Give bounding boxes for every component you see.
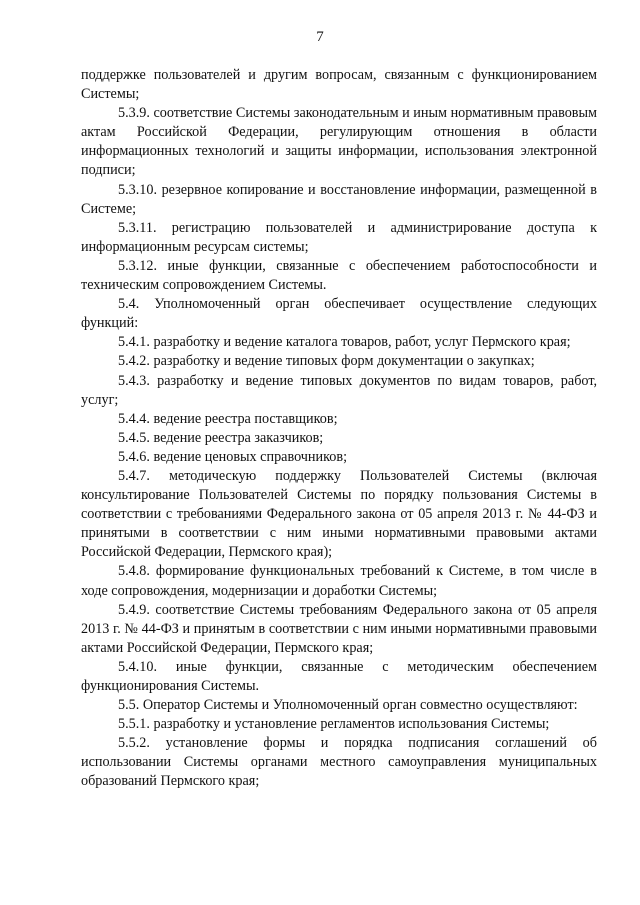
paragraph-5-5-1: 5.5.1. разработку и установление регламентов использования Системы; [118,716,550,733]
paragraph-5-4-4: 5.4.4. ведение реестра поставщиков; [118,410,338,427]
paragraph-5-4-5: 5.4.5. ведение реестра заказчиков; [118,429,324,446]
paragraph-5-5: 5.5. Оператор Системы и Уполномоченный орган совместно осуществляют: [118,697,578,714]
document-body [81,66,597,792]
paragraph-5-4-10: 5.4.10. иные функции, связанные с методическим обеспечением функционирования Системы. [81,658,597,694]
paragraph-5-3-12: 5.3.12. иные функции, связанные с обеспечением работоспособности и техническим сопровождением Системы. [81,257,597,294]
paragraph-5-3-10: 5.3.10. резервное копирование и восстановление информации, размещенной в Системе; [81,181,597,217]
paragraph-5-4-7: 5.4.7. методическую поддержку Пользователей Системы (включая консультирование Пользователей Системы по порядку пользования Системы в соответствии с требованиями Федерального закона от 05 апреля 2013 г. № 44-ФЗ и принятыми в соответствии с ним иными нормативными правовыми актами Российской Федерации, Пермского края); [81,467,597,561]
paragraph-5-3-11: 5.3.11. регистрацию пользователей и администрирование доступа к информационным ресурсам системы; [81,219,597,255]
paragraph-5-4-8: 5.4.8. формирование функциональных требований к Системе, в том числе в ходе сопровождения, модернизации и доработки Системы; [81,563,597,599]
paragraph-5-4-3: 5.4.3. разработку и ведение типовых документов по видам товаров, работ, услуг; [81,372,597,408]
paragraph-5-5-2: 5.5.2. установление формы и порядка подписания соглашений об использовании Системы органами местного самоуправления муниципальных образований Пермского края; [81,735,597,790]
paragraph-5-3-9: 5.3.9. соответствие Системы законодательным и иным нормативным правовым актам Российской Федерации, регулирующим отношения в области информационных технологий и защиты информации, использования электронной подписи; [81,105,597,179]
paragraph-continuation: поддержке пользователей и другим вопросам, связанным с функционированием Системы; [81,67,597,103]
paragraph-5-4-6: 5.4.6. ведение ценовых справочников; [118,448,348,465]
paragraph-5-4-1: 5.4.1. разработку и ведение каталога товаров, работ, услуг Пермского края; [118,334,571,351]
paragraph-5-4-2: 5.4.2. разработку и ведение типовых форм документации о закупках; [118,353,535,370]
page-number: 7 [316,29,324,45]
paragraph-5-4: 5.4. Уполномоченный орган обеспечивает осуществление следующих функций: [81,296,597,332]
paragraph-5-4-9: 5.4.9. соответствие Системы требованиям Федерального закона от 05 апреля 2013 г. № 44-ФЗ и принятым в соответствии с ним иными нормативными правовыми актами Российской Федерации, Пермского края; [81,601,597,656]
